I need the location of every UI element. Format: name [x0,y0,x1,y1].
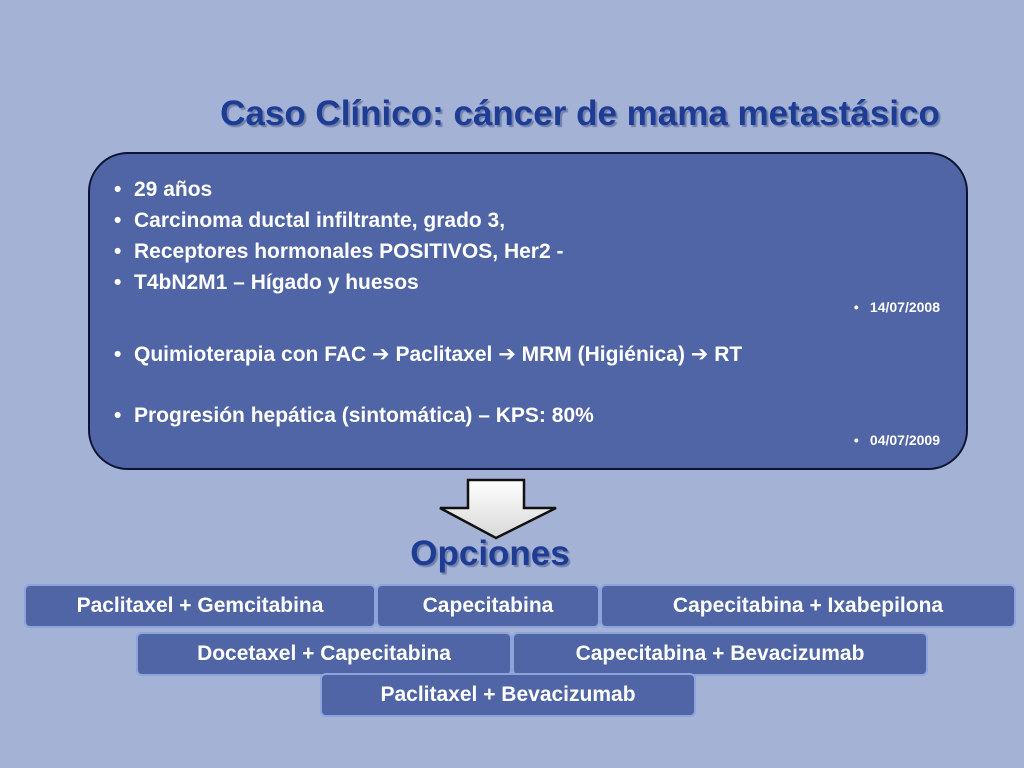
option-paclitaxel-bevacizumab: Paclitaxel + Bevacizumab [320,673,696,717]
down-arrow-icon [436,478,560,540]
case-summary-box [88,152,968,470]
option-capecitabina-ixabepilona: Capecitabina + Ixabepilona [600,584,1016,628]
case-bullet: • Progresión hepática (sintomática) – KPS: 80% [114,404,594,427]
case-bullet: • Receptores hormonales POSITIVOS, Her2 - [114,240,564,263]
date-note: • 14/07/2008 [853,299,940,315]
option-capecitabina-bevacizumab: Capecitabina + Bevacizumab [512,632,928,676]
case-bullet: • Quimioterapia con FAC ➔ Paclitaxel ➔ MRM (Higiénica) ➔ RT [114,343,743,366]
case-bullet: • Carcinoma ductal infiltrante, grado 3, [114,209,506,232]
option-paclitaxel-gemcitabina: Paclitaxel + Gemcitabina [24,584,376,628]
option-capecitabina: Capecitabina [376,584,600,628]
case-bullet: • T4bN2M1 – Hígado y huesos [114,271,419,294]
slide-title: Caso Clínico: cáncer de mama metastásico [220,94,940,133]
option-docetaxel-capecitabina: Docetaxel + Capecitabina [136,632,512,676]
date-note: • 04/07/2009 [853,432,940,448]
options-heading: Opciones [410,534,570,573]
case-bullet: • 29 años [114,178,213,201]
